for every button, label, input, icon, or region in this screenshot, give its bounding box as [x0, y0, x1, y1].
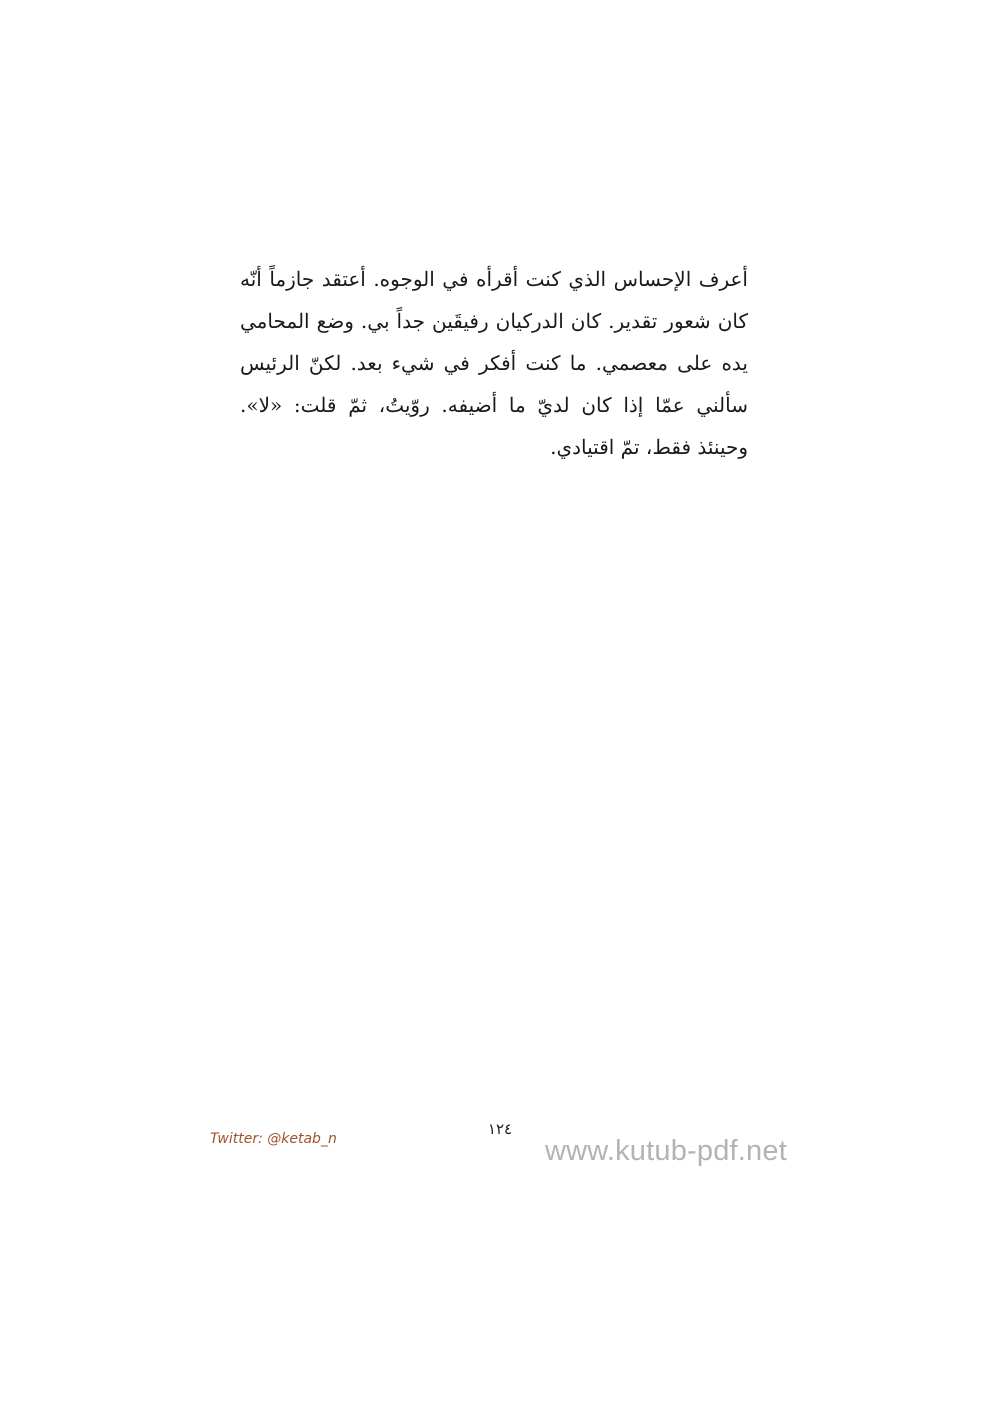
- paragraph-line: كان شعور تقدير. كان الدركيان رفيقَين جداً بي. وضع المحامي: [240, 309, 749, 333]
- body-paragraph: [240, 258, 748, 468]
- website-watermark: www.kutub-pdf.net: [545, 1135, 787, 1167]
- page-number: ١٢٤: [487, 1120, 513, 1138]
- twitter-handle: Twitter: @ketab_n: [210, 1131, 337, 1147]
- paragraph-line: أعرف الإحساس الذي كنت أقرأه في الوجوه. أعتقد جازماً أنّه: [240, 267, 748, 291]
- paragraph-line: وحينئذ فقط، تمّ اقتيادي.: [550, 435, 748, 459]
- paragraph-line: سألني عمّا إذا كان لديّ ما أضيفه. روّيتُ، ثمّ قلت: «لا».: [240, 393, 748, 417]
- paragraph-line: يده على معصمي. ما كنت أفكر في شيء بعد. لكنّ الرئيس: [240, 351, 748, 375]
